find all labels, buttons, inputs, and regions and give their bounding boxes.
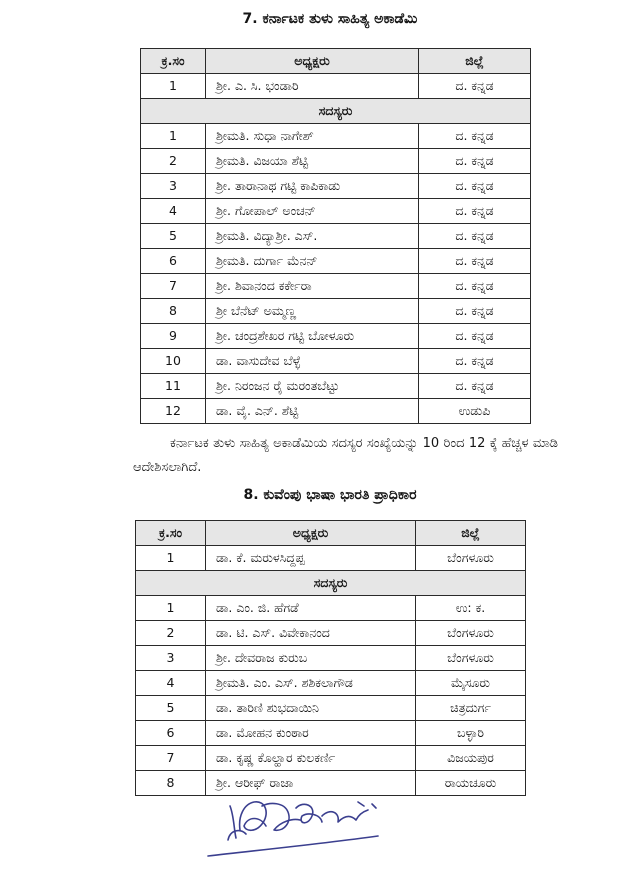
member-name: ಡಾ. ಮೋಹನ ಕುಂಠಾರ — [206, 721, 416, 746]
member-serial: 2 — [136, 621, 206, 646]
members-subheader: ಸದಸ್ಯರು — [141, 99, 531, 124]
member-serial: 1 — [136, 596, 206, 621]
member-name: ಶ್ರೀಮತಿ. ಎಂ. ಎಸ್. ಶಶಿಕಲಾಗೌಡ — [206, 671, 416, 696]
members-list — [136, 596, 526, 796]
signature-stroke — [228, 831, 246, 840]
member-serial: 7 — [136, 746, 206, 771]
member-row — [136, 671, 526, 696]
member-district: ಬಳ್ಳಾರಿ — [416, 721, 526, 746]
member-row — [136, 621, 526, 646]
member-serial: 6 — [136, 721, 206, 746]
section-8-heading: 8. ಕುವೆಂಪು ಭಾಷಾ ಭಾರತಿ ಪ್ರಾಧಿಕಾರ — [243, 487, 417, 503]
tulu-academy-table — [140, 48, 531, 424]
member-district: ರಾಯಚೂರು — [416, 771, 526, 796]
member-name: ಶ್ರೀ. ಗೋಪಾಲ್ ಅಂಚನ್ — [206, 199, 419, 224]
signature-stroke — [262, 804, 300, 831]
member-row — [141, 274, 531, 299]
member-name: ಶ್ರೀಮತಿ. ವಿದ್ಯಾಶ್ರೀ. ಎಸ್. — [206, 224, 419, 249]
member-row — [141, 299, 531, 324]
member-district: ಉ: ಕ. — [416, 596, 526, 621]
member-row — [141, 399, 531, 424]
name-column-header: ಅಧ್ಯಕ್ಷರು — [206, 521, 416, 546]
member-district: ದ. ಕನ್ನಡ — [419, 274, 531, 299]
serial-column-header: ಕ್ರ.ಸಂ — [141, 49, 206, 74]
member-district: ದ. ಕನ್ನಡ — [419, 249, 531, 274]
member-district: ದ. ಕನ್ನಡ — [419, 124, 531, 149]
member-district: ಬೆಂಗಳೂರು — [416, 646, 526, 671]
members-list — [141, 124, 531, 424]
member-district: ವಿಜಯಪುರ — [416, 746, 526, 771]
member-district: ದ. ಕನ್ನಡ — [419, 349, 531, 374]
president-serial: 1 — [136, 546, 206, 571]
member-district: ದ. ಕನ್ನಡ — [419, 299, 531, 324]
member-name: ಶ್ರೀಮತಿ. ದುರ್ಗಾ ಮೆನನ್ — [206, 249, 419, 274]
president-name: ಡಾ. ಕೆ. ಮರುಳಸಿದ್ದಪ್ಪ — [206, 546, 416, 571]
member-serial: 12 — [141, 399, 206, 424]
member-name: ಶ್ರೀ. ಶಿವಾನಂದ ಕರ್ಕೇರಾ — [206, 274, 419, 299]
member-serial: 1 — [141, 124, 206, 149]
member-serial: 8 — [136, 771, 206, 796]
president-district: ದ. ಕನ್ನಡ — [419, 74, 531, 99]
member-district: ಚಿತ್ರದುರ್ಗ — [416, 696, 526, 721]
member-district: ದ. ಕನ್ನಡ — [419, 199, 531, 224]
kuvempu-authority-table — [135, 520, 526, 796]
member-row — [141, 174, 531, 199]
member-serial: 4 — [141, 199, 206, 224]
member-name: ಡಾ. ಎಂ. ಜಿ. ಹೆಗಡೆ — [206, 596, 416, 621]
member-district: ದ. ಕನ್ನಡ — [419, 149, 531, 174]
member-serial: 5 — [136, 696, 206, 721]
member-row — [136, 696, 526, 721]
member-serial: 7 — [141, 274, 206, 299]
member-row — [136, 721, 526, 746]
member-name: ಶ್ರೀ. ಚಂದ್ರಶೇಖರ ಗಟ್ಟಿ ಬೋಳೂರು — [206, 324, 419, 349]
member-row — [141, 149, 531, 174]
member-row — [141, 124, 531, 149]
members-subheader-row — [141, 99, 531, 124]
member-name: ಡಾ. ಕೃಷ್ಣ ಕೊಲ್ಹಾರ ಕುಲಕರ್ಣಿ — [206, 746, 416, 771]
members-subheader: ಸದಸ್ಯರು — [136, 571, 526, 596]
member-district: ಮೈಸೂರು — [416, 671, 526, 696]
member-name: ಶ್ರೀ ಬೆನೆಟ್ ಅಮ್ಮಣ್ಣ — [206, 299, 419, 324]
president-row — [136, 546, 526, 571]
member-district: ದ. ಕನ್ನಡ — [419, 224, 531, 249]
member-row — [141, 199, 531, 224]
member-serial: 3 — [141, 174, 206, 199]
member-name: ಡಾ. ತಾರಿಣಿ ಶುಭದಾಯಿನಿ — [206, 696, 416, 721]
section-7-heading: 7. ಕರ್ನಾಟಕ ತುಳು ಸಾಹಿತ್ಯ ಅಕಾಡೆಮಿ — [242, 11, 418, 27]
member-name: ಶ್ರೀ. ದೇವರಾಜ ಕುರುಬ — [206, 646, 416, 671]
member-name: ಶ್ರೀ. ತಾರಾನಾಥ ಗಟ್ಟಿ ಕಾಪಿಕಾಡು — [206, 174, 419, 199]
member-serial: 8 — [141, 299, 206, 324]
member-serial: 4 — [136, 671, 206, 696]
member-row — [136, 746, 526, 771]
president-name: ಶ್ರೀ. ಎ. ಸಿ. ಭಂಡಾರಿ — [206, 74, 419, 99]
member-serial: 11 — [141, 374, 206, 399]
member-row — [141, 374, 531, 399]
president-district: ಬೆಂಗಳೂರು — [416, 546, 526, 571]
president-serial: 1 — [141, 74, 206, 99]
member-name: ಶ್ರೀಮತಿ. ಸುಧಾ ನಾಗೇಶ್ — [206, 124, 419, 149]
members-subheader-row — [136, 571, 526, 596]
member-serial: 5 — [141, 224, 206, 249]
signature-underline — [208, 836, 378, 856]
signature — [200, 786, 400, 864]
table-header-row — [141, 49, 531, 74]
member-row — [141, 349, 531, 374]
member-serial: 10 — [141, 349, 206, 374]
member-district: ಉಡುಪಿ — [419, 399, 531, 424]
district-column-header: ಜಿಲ್ಲೆ — [416, 521, 526, 546]
member-name: ಡಾ. ವೈ. ಎನ್. ಶೆಟ್ಟಿ — [206, 399, 419, 424]
member-name: ಶ್ರೀ. ಆರೀಫ್ ರಾಜಾ — [206, 771, 416, 796]
district-column-header: ಜಿಲ್ಲೆ — [419, 49, 531, 74]
member-row — [141, 249, 531, 274]
member-district: ಬೆಂಗಳೂರು — [416, 621, 526, 646]
member-row — [141, 324, 531, 349]
member-name: ಡಾ. ವಾಸುದೇವ ಬೆಳ್ಳೆ — [206, 349, 419, 374]
member-row — [136, 596, 526, 621]
member-serial: 3 — [136, 646, 206, 671]
member-row — [136, 646, 526, 671]
table-header-row — [136, 521, 526, 546]
member-serial: 2 — [141, 149, 206, 174]
member-district: ದ. ಕನ್ನಡ — [419, 174, 531, 199]
member-serial: 6 — [141, 249, 206, 274]
president-row — [141, 74, 531, 99]
member-row — [141, 224, 531, 249]
name-column-header: ಅಧ್ಯಕ್ಷರು — [206, 49, 419, 74]
signature-stroke — [322, 810, 368, 822]
member-name: ಡಾ. ಟಿ. ಎಸ್. ವಿವೇಕಾನಂದ — [206, 621, 416, 646]
member-district: ದ. ಕನ್ನಡ — [419, 374, 531, 399]
member-serial: 9 — [141, 324, 206, 349]
member-name: ಶ್ರೀ. ನಿರಂಜನ ರೈ ಮರಂತಬೆಟ್ಟು — [206, 374, 419, 399]
serial-column-header: ಕ್ರ.ಸಂ — [136, 521, 206, 546]
signature-stroke — [358, 802, 376, 808]
membership-note: ಕರ್ನಾಟಕ ತುಳು ಸಾಹಿತ್ಯ ಅಕಾಡೆಮಿಯ ಸದಸ್ಯರ ಸಂಖ್ಯೆಯನ್ನು 10 ರಿಂದ 12 ಕ್ಕೆ ಹೆಚ್ಚಳ ಮಾಡಿ ಆದೇಶಿಸಲಾಗಿದೆ. — [133, 436, 558, 475]
member-district: ದ. ಕನ್ನಡ — [419, 324, 531, 349]
member-name: ಶ್ರೀಮತಿ. ವಿಜಯಾ ಶೆಟ್ಟಿ — [206, 149, 419, 174]
